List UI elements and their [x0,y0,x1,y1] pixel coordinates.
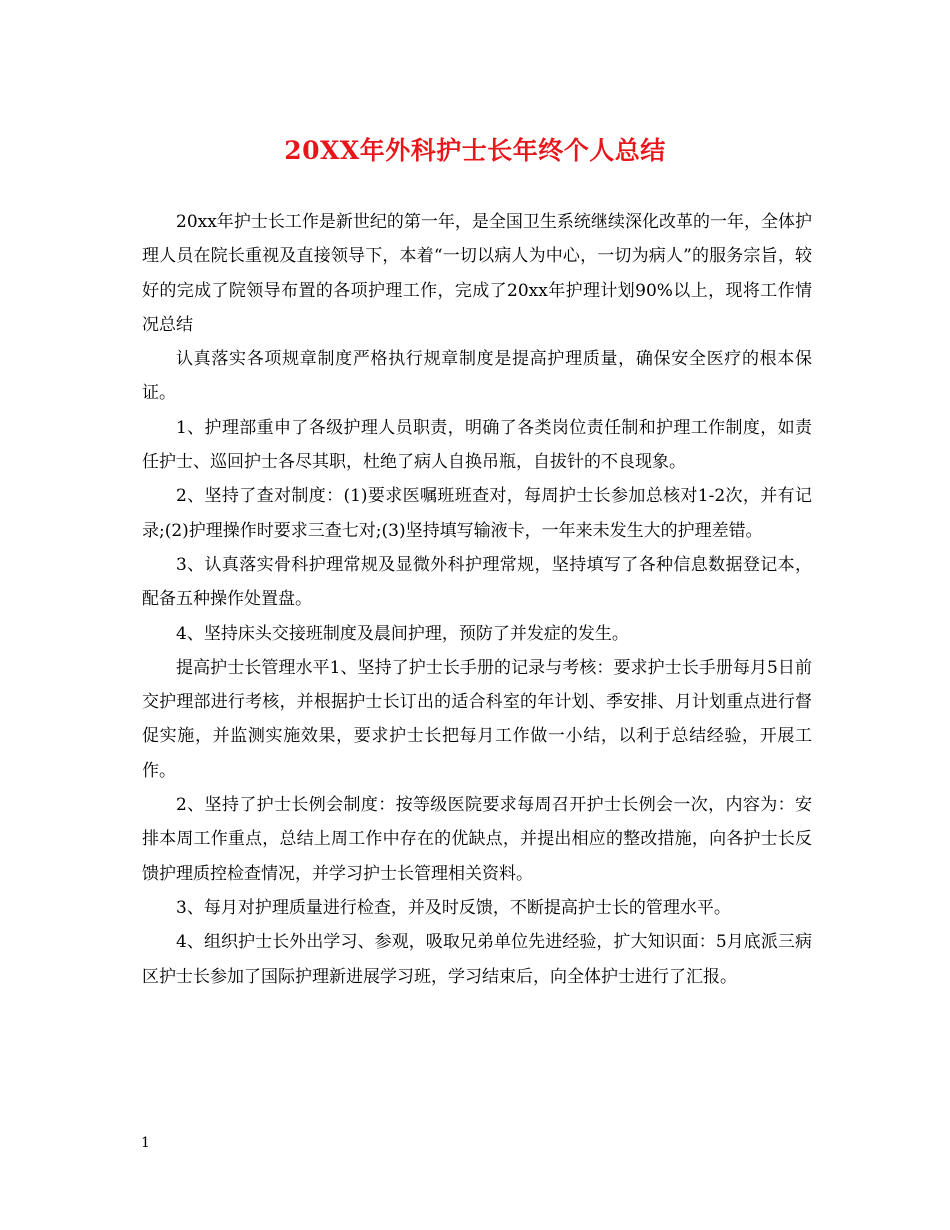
paragraph-management-2: 2、坚持了护士长例会制度：按等级医院要求每周召开护士长例会一次，内容为：安排本周工作重点，总结上周工作中存在的优缺点，并提出相应的整改措施，向各护士长反馈护理质控检查情况，并学习护士长管理相关资料。 [142,795,812,884]
paragraph-item-2: 2、坚持了查对制度：(1)要求医嘱班班查对，每周护士长参加总核对1-2次，并有记录;(2)护理操作时要求三查七对;(3)坚持填写输液卡，一年来未发生大的护理差错。 [142,486,812,541]
paragraph-item-1: 1、护理部重申了各级护理人员职责，明确了各类岗位责任制和护理工作制度，如责任护士、巡回护士各尽其职，杜绝了病人自换吊瓶，自拔针的不良现象。 [142,417,812,473]
page-number: 1 [141,1135,150,1151]
document-body [142,205,812,994]
paragraph-management-3: 3、每月对护理质量进行检查，并及时反馈，不断提高护士长的管理水平。 [176,897,731,918]
paragraph-item-4: 4、坚持床头交接班制度及晨间护理，预防了并发症的发生。 [176,623,629,644]
paragraph-intro: 20xx年护士长工作是新世纪的第一年，是全国卫生系统继续深化改革的一年，全体护理人员在院长重视及直接领导下，本着“一切以病人为中心，一切为病人”的服务宗旨，较好的完成了院领导布置的各项护理工作，完成了20xx年护理计划90%以上，现将工作情况总结 [142,212,812,335]
paragraph-management-1: 提高护士长管理水平1、坚持了护士长手册的记录与考核：要求护士长手册每月5日前交护理部进行考核，并根据护士长订出的适合科室的年计划、季安排、月计划重点进行督促实施，并监测实施效果，要求护士长把每月工作做一小结，以利于总结经验，开展工作。 [142,657,812,781]
document-title: 20XX年外科护士长年终个人总结 [284,136,666,165]
paragraph-item-3: 3、认真落实骨科护理常规及显微外科护理常规，坚持填写了各种信息数据登记本，配备五种操作处置盘。 [142,554,812,610]
paragraph-rules: 认真落实各项规章制度严格执行规章制度是提高护理质量，确保安全医疗的根本保证。 [142,349,812,404]
paragraph-management-4: 4、组织护士长外出学习、参观，吸取兄弟单位先进经验，扩大知识面：5月底派三病区护士长参加了国际护理新进展学习班，学习结束后，向全体护士进行了汇报。 [142,932,812,987]
